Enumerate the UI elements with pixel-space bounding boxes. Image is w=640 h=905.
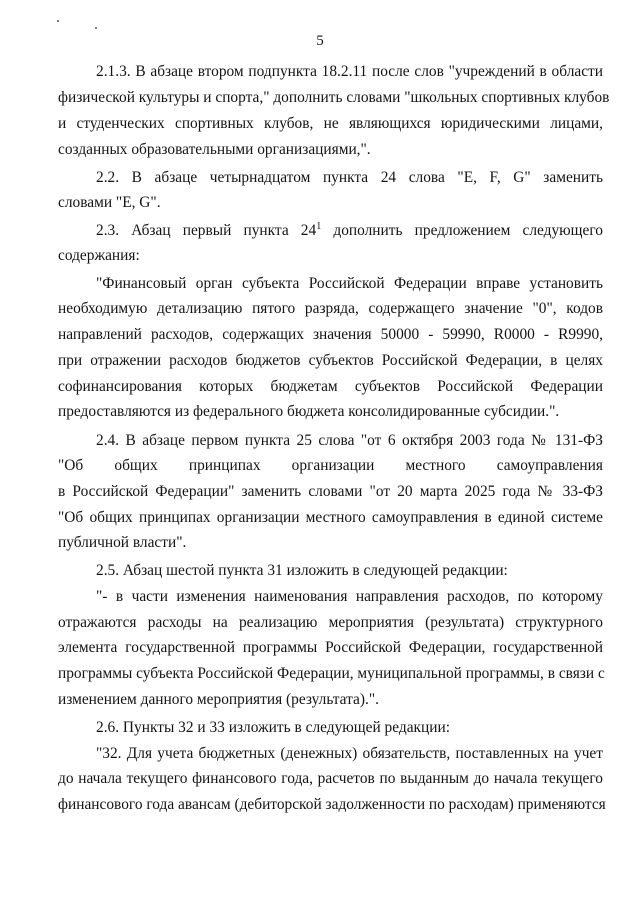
- text-line: созданных образовательными организациями,".: [58, 141, 371, 158]
- text-line: софинансирования которых бюджетам субъектов Российской Федерации: [58, 378, 603, 395]
- text-line: отражаются расходы на реализацию мероприятия (результата) структурного: [58, 614, 603, 631]
- text-line: словами "E, G".: [58, 194, 161, 211]
- text-line: направлений расходов, содержащих значения 50000 - 59990, R0000 - R9990,: [58, 326, 603, 343]
- text-line: финансового года авансам (дебиторской задолженности по расходам) применяются: [58, 796, 606, 813]
- text-line: содержания:: [58, 247, 140, 264]
- text-line: "- в части изменения наименования направления расходов, по которому: [96, 588, 603, 605]
- text-line: "Финансовый орган субъекта Российской Федерации вправе установить: [96, 275, 603, 292]
- text-line: физической культуры и спорта," дополнить словами "школьных спортивных клубов: [58, 89, 610, 106]
- text-line: необходимую детализацию пятого разряда, содержащего значение "0", кодов: [58, 300, 603, 317]
- text-line: 2.2. В абзаце четырнадцатом пункта 24 слова "E, F, G" заменить: [96, 169, 603, 186]
- text-line: "32. Для учета бюджетных (денежных) обязательств, поставленных на учет: [96, 745, 603, 762]
- scan-speck: [57, 20, 59, 22]
- text-line: программы субъекта Российской Федерации, муниципальной программы, в связи с: [58, 665, 605, 682]
- text-line: 2.1.3. В абзаце втором подпункта 18.2.11 после слов "учреждений в области: [96, 63, 603, 80]
- text-line: 2.6. Пункты 32 и 33 изложить в следующей редакции:: [96, 719, 450, 736]
- text-line: "Об общих принципах организации местного самоуправления: [58, 457, 603, 474]
- text-line: 2.4. В абзаце первом пункта 25 слова "от 6 октября 2003 года № 131-ФЗ: [96, 432, 603, 449]
- superscript: 1: [316, 220, 322, 232]
- text-line: 2.5. Абзац шестой пункта 31 изложить в следующей редакции:: [96, 562, 508, 579]
- text-line: до начала текущего финансового года, расчетов по выданным до начала текущего: [58, 770, 603, 787]
- text-segment: 2.3. Абзац первый пункта 24: [96, 222, 317, 239]
- text-line: при отражении расходов бюджетов субъектов Российской Федерации, в целях: [58, 352, 603, 369]
- scan-speck: [95, 27, 97, 29]
- text-line: предоставляются из федерального бюджета консолидированные субсидии.".: [58, 403, 560, 420]
- text-line: изменением данного мероприятия (результата).".: [58, 691, 379, 708]
- text-line: "Об общих принципах организации местного самоуправления в единой системе: [58, 509, 603, 526]
- text-segment: дополнить предложением следующего: [333, 222, 603, 239]
- text-line: элемента государственной программы Российской Федерации, государственной: [58, 639, 603, 656]
- text-line: публичной власти".: [58, 534, 187, 551]
- text-line-with-superscript: [96, 221, 603, 241]
- text-line: в Российской Федерации" заменить словами "от 20 марта 2025 года № 33-ФЗ: [58, 483, 603, 500]
- text-line: и студенческих спортивных клубов, не являющихся юридическими лицами,: [58, 115, 603, 132]
- page-number: 5: [316, 33, 324, 49]
